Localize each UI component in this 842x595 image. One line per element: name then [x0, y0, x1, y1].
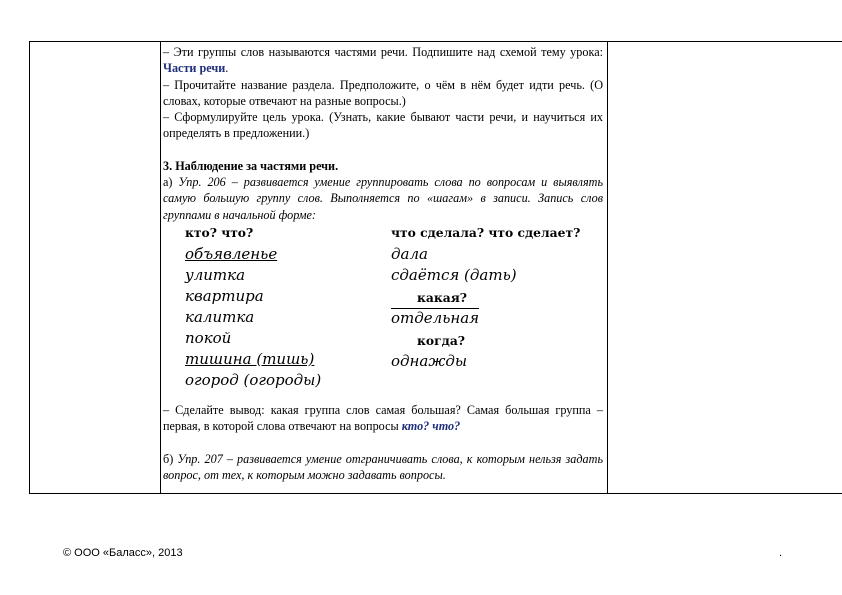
footer-dot: . [779, 547, 783, 559]
word-odnazhdy: однажды [391, 351, 468, 370]
table-border-bottom [29, 493, 842, 494]
noun-question: кто? что? [185, 224, 254, 240]
noun-group [185, 224, 385, 392]
table-border-col2 [607, 41, 608, 494]
table-border-left [29, 41, 30, 494]
instruction-paragraph-3: – Сформулируйте цель урока. (Узнать, какие бывают части речи, и научиться их определять в предложении.) [163, 110, 603, 141]
word-pokoy: покой [185, 328, 232, 347]
word-otdelnaya: отдельная [391, 308, 480, 327]
adjective-question: какая? [417, 289, 467, 305]
table-border-top [29, 41, 842, 42]
word-obyavlenye: объявленье [185, 244, 278, 263]
exercise-b: б) Упр. 207 – развивается умение отграничивать слова, к которым нельзя задать вопрос, от тех, к которым можно задавать вопросы. [163, 451, 603, 482]
word-ulitka: улитка [185, 265, 246, 284]
word-groups [163, 224, 603, 402]
blank-line [163, 142, 603, 158]
instruction-paragraph-1: – Эти группы слов называются частями речи. Подпишите над схемой тему урока: Части речи. [163, 45, 603, 76]
adverb-question: когда? [417, 332, 465, 348]
word-sdayotsya: сдаётся (дать) [391, 265, 517, 284]
exercise-a: а) Упр. 206 – развивается умение группировать слова по вопросам и выявлять самую большую группу слов. Выполняется по «шагам» в записи. Запись слов группами в начальной форме: [163, 175, 604, 222]
other-groups [391, 224, 601, 373]
conclusion-paragraph: – Сделайте вывод: какая группа слов самая большая? Самая большая группа – первая, в которой слова отвечают на вопросы кто? что? [163, 402, 603, 434]
blank-line-2 [163, 435, 603, 451]
section-heading: 3. Наблюдение за частями речи. [163, 158, 339, 173]
lesson-topic: Части речи [163, 61, 226, 76]
conclusion-questions: кто? что? [401, 419, 461, 434]
verb-question: что сделала? что сделает? [391, 224, 581, 240]
table-border-col1 [160, 41, 161, 494]
word-kalitka: калитка [185, 307, 255, 326]
word-kvartira: квартира [185, 286, 264, 305]
instruction-paragraph-2: – Прочитайте название раздела. Предположите, о чём в нём будет идти речь. (О словах, которые отвечают на разные вопросы.) [163, 77, 603, 108]
footer-copyright: © ООО «Баласс», 2013 [63, 547, 183, 559]
word-ogorod: огород (огороды) [185, 370, 322, 389]
word-tishina: тишина (тишь) [185, 349, 315, 368]
lesson-content-cell [163, 44, 603, 483]
word-dala: дала [391, 244, 428, 263]
